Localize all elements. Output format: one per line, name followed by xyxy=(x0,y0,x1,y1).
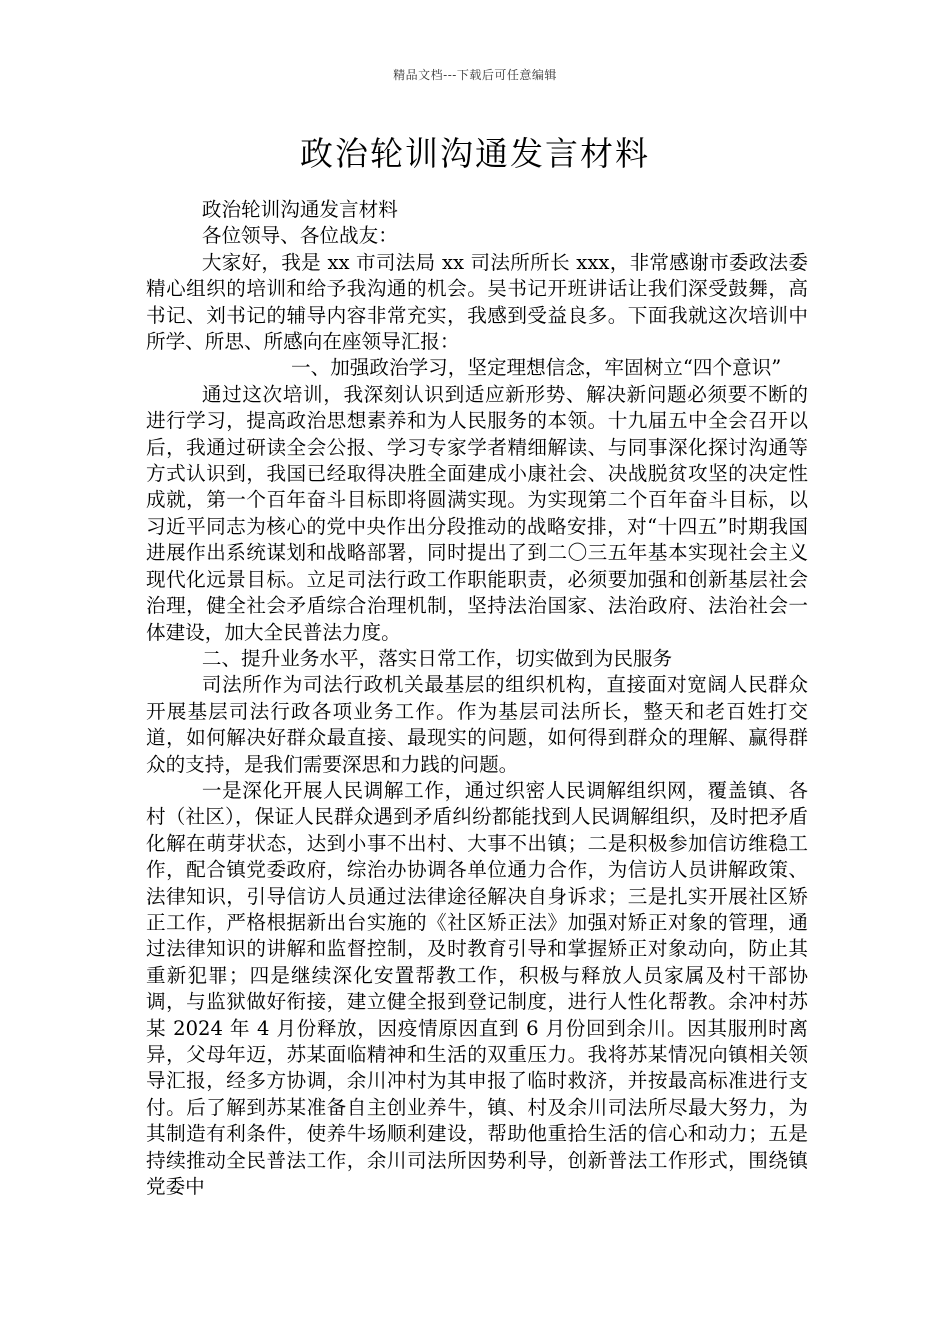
section-heading-1: 一、加强政治学习，坚定理想信念，牢固树立“四个意识” xyxy=(291,356,782,380)
document-title: 政治轮训沟通发言材料 xyxy=(300,134,650,173)
document-body xyxy=(146,197,808,1200)
paragraph-section-2: 司法所作为司法行政机关最基层的组织机构，直接面对宽阔人民群众开展基层司法行政各项业务工作。作为基层司法所长，整天和老百姓打交道，如何解决好群众最直接、最现实的问题，如何得到群众的理解、赢得群众的支持，是我们需要深思和力践的问题。 xyxy=(146,673,808,776)
paragraph-section-2-details: 一是深化开展人民调解工作，通过织密人民调解组织网，覆盖镇、各村（社区），保证人民群众遇到矛盾纠纷都能找到人民调解组织，及时把矛盾化解在萌芽状态，达到小事不出村、大事不出镇；二是积极参加信访维稳工作，配合镇党委政府，综治办协调各单位通力合作，为信访人员讲解政策、法律知识，引导信访人员通过法律途径解决自身诉求；三是扎实开展社区矫正工作，严格根据新出台实施的《社区矫正法》加强对矫正对象的管理，通过法律知识的讲解和监督控制，及时教育引导和掌握矫正对象动向，防止其重新犯罪；四是继续深化安置帮教工作，积极与释放人员家属及村干部协调，与监狱做好衔接，建立健全报到登记制度，进行人性化帮教。余冲村苏某 2024 年 4 月份释放，因疫情原因直到 6 月份回到余川。因其服刑时离异，父母年迈，苏某面临精神和生活的双重压力。我将苏某情况向镇相关领导汇报，经多方协调，余川冲村为其申报了临时救济，并按最高标准进行支付。后了解到苏某准备自主创业养牛，镇、村及余川司法所尽最大努力，为其制造有利条件，使养牛场顺利建设，帮助他重拾生活的信心和动力；五是持续推动全民普法工作，余川司法所因势利导，创新普法工作形式，围绕镇党委中 xyxy=(146,778,808,1199)
paragraph-section-1: 通过这次培训，我深刻认识到适应新形势、解决新问题必须要不断的进行学习，提高政治思想素养和为人民服务的本领。十九届五中全会召开以后，我通过研读全会公报、学习专家学者精细解读、与同事深化探讨沟通等方式认识到，我国已经取得决胜全面建成小康社会、决战脱贫攻坚的决定性成就，第一个百年奋斗目标即将圆满实现。为实现第二个百年奋斗目标，以习近平同志为核心的党中央作出分段推动的战略安排，对“十四五”时期我国进展作出系统谋划和战略部署，同时提出了到二〇三五年基本实现社会主义现代化远景目标。立足司法行政工作职能职责，必须要加强和创新基层社会治理，健全社会矛盾综合治理机制，坚持法治国家、法治政府、法治社会一体建设，加大全民普法力度。 xyxy=(146,382,808,644)
paragraph-salutation: 各位领导、各位战友： xyxy=(201,224,398,248)
header-note: 精品文档---下载后可任意编辑 xyxy=(393,68,557,82)
paragraph-subtitle: 政治轮训沟通发言材料 xyxy=(201,198,398,221)
section-heading-2: 二、提升业务水平，落实日常工作，切实做到为民服务 xyxy=(201,646,673,670)
paragraph-intro: 大家好，我是 xx 市司法局 xx 司法所所长 xxx，非常感谢市委政法委精心组织的培训和给予我沟通的机会。吴书记开班讲话让我们深受鼓舞，高书记、刘书记的辅导内容非常充实，我感到受益良多。下面我就这次培训中所学、所思、所感向在座领导汇报： xyxy=(146,250,808,354)
